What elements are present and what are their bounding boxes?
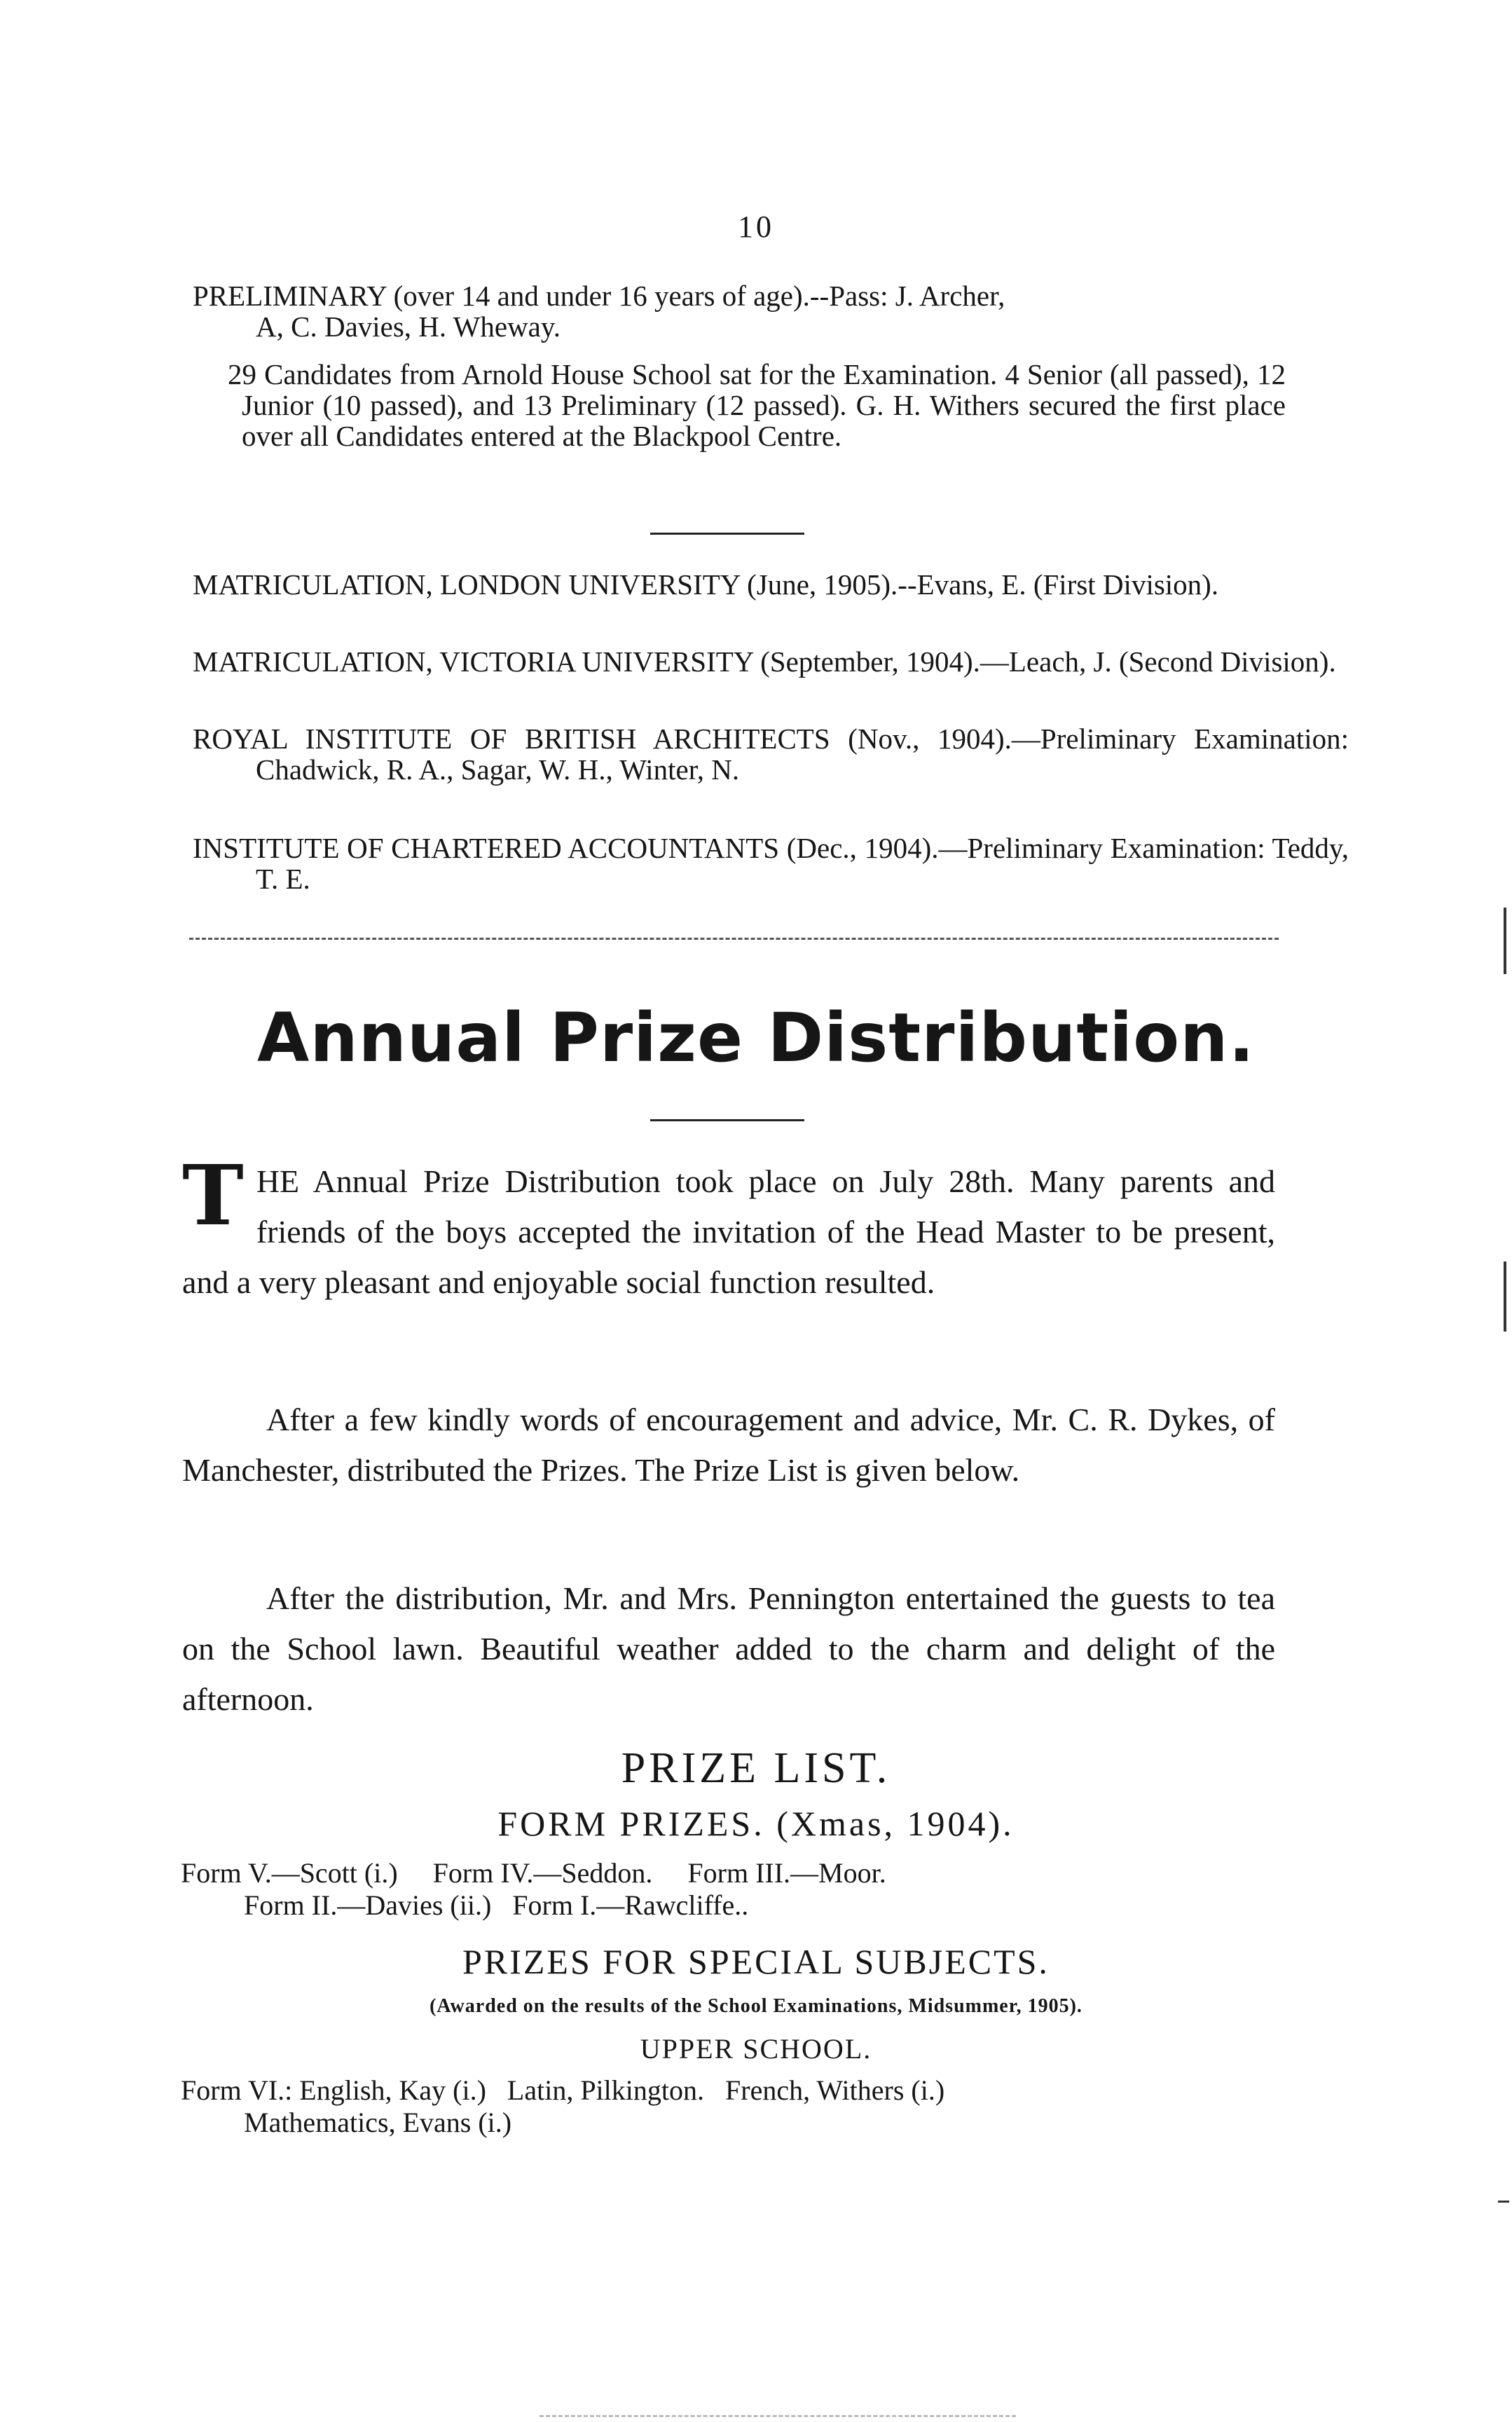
exam-preliminary-line2: A, C. Davies, H. Wheway. (256, 310, 561, 343)
scan-edge-mark (1498, 2201, 1509, 2203)
form-prizes-heading: FORM PRIZES. (Xmas, 1904). (497, 1804, 1015, 1843)
exam-preliminary (193, 280, 1286, 342)
exam-london: MATRICULATION, LONDON UNIVERSITY (June, 1905).--Evans, E. (First Division). (193, 568, 1219, 601)
special-subjects-heading: PRIZES FOR SPECIAL SUBJECTS. (462, 1942, 1050, 1981)
exam-riba: ROYAL INSTITUTE OF BRITISH ARCHITECTS (Nov., 1904).—Preliminary Examination: Chadwick, R. A., Sagar, W. H., Winter, N. (193, 723, 1349, 786)
scan-edge-mark (1504, 908, 1506, 974)
dashed-divider (189, 938, 1279, 940)
exam-preliminary-line1: PRELIMINARY (over 14 and under 16 years of age).--Pass: J. Archer, (193, 280, 1005, 312)
scan-edge-mark (1504, 1261, 1506, 1332)
exam-accountants: INSTITUTE OF CHARTERED ACCOUNTANTS (Dec., 1904).—Preliminary Examination: Teddy, T. E. (193, 832, 1349, 895)
upper-school-heading: UPPER SCHOOL. (640, 2033, 872, 2065)
prize-list-heading: PRIZE LIST. (621, 1744, 891, 1792)
page-number: 10 (738, 210, 774, 244)
form-prizes-line-1: Form V.—Scott (i.) Form IV.—Seddon. Form III.—Moor. (181, 1857, 886, 1889)
form-vi-line-2: Mathematics, Evans (i.) (244, 2107, 512, 2138)
page-title: Annual Prize Distribution. (257, 999, 1255, 1077)
form-prizes-line-2: Form II.—Davies (ii.) Form I.—Rawcliffe.. (244, 1889, 749, 1921)
exam-candidates: 29 Candidates from Arnold House School sat for the Examination. 4 Senior (all passed), 12 Junior (10 passed), and 13 Preliminary (12 passed). G. H. Withers secured the first place over all Candidates entered at the Blackpool Centre. (228, 358, 1286, 452)
body-para-3: After the distribution, Mr. and Mrs. Pennington entertained the guests to tea on the School lawn. Beautiful weather added to the charm and delight of the afternoon. (182, 1580, 1275, 1717)
body-para-1-text: HE Annual Prize Distribution took place on July 28th. Many parents and friends of the boys accepted the invitation of the Head Master to be present, and a very pleasant and enjoyable social function resulted. (182, 1163, 1275, 1300)
special-subjects-note: (Awarded on the results of the School Examinations, Midsummer, 1905). (429, 1995, 1083, 2017)
body-para-2: After a few kindly words of encouragement and advice, Mr. C. R. Dykes, of Manchester, distributed the Prizes. The Prize List is given below. (182, 1402, 1275, 1488)
title-underline (650, 1119, 804, 1121)
section-divider (650, 533, 804, 535)
drop-cap: T (182, 1147, 244, 1244)
exam-victoria: MATRICULATION, VICTORIA UNIVERSITY (September, 1904).—Leach, J. (Second Division). (193, 645, 1336, 678)
form-vi-line-1: Form VI.: English, Kay (i.) Latin, Pilkington. French, Withers (i.) (181, 2074, 945, 2106)
body-para-1 (182, 1147, 1275, 1308)
scan-bottom-mark (539, 2415, 1016, 2417)
